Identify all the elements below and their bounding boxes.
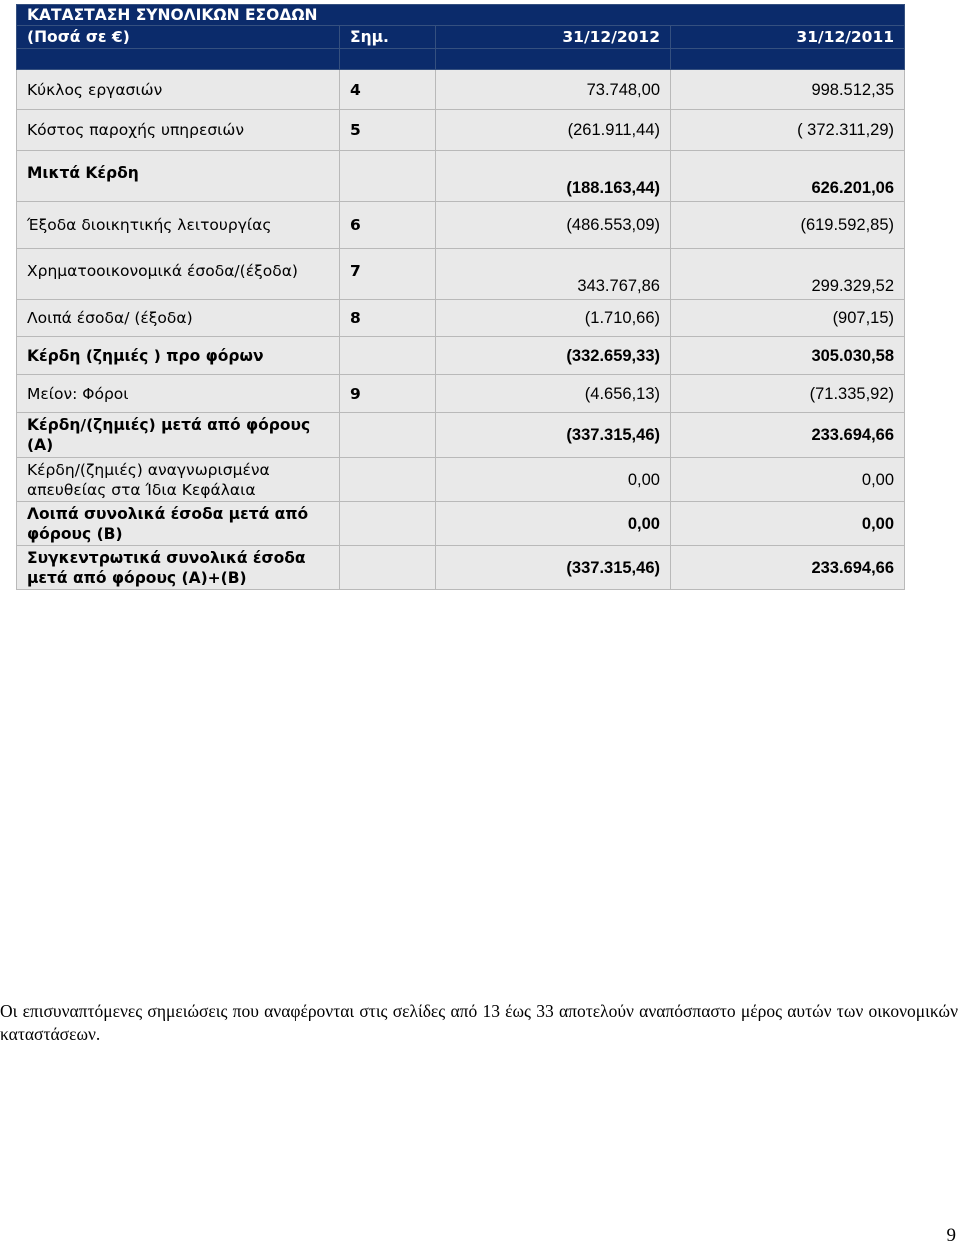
row-note: [340, 151, 436, 202]
table-row: [17, 70, 905, 110]
row-value-2011: 233.694,66: [671, 413, 905, 458]
row-note: 7: [340, 249, 436, 300]
table-row: [17, 249, 905, 300]
table-row: [17, 337, 905, 375]
row-label: Κέρδη/(ζημιές) αναγνωρισμένα απευθείας στα Ίδια Κεφάλαια: [17, 458, 340, 502]
table-row: [17, 151, 905, 202]
row-note: [340, 337, 436, 375]
row-value-2012: (486.553,09): [436, 202, 671, 249]
table-row: [17, 202, 905, 249]
row-value-2012: (188.163,44): [436, 151, 671, 202]
footer-note: Οι επισυναπτόμενες σημειώσεις που αναφέρονται στις σελίδες από 13 έως 33 αποτελούν αναπόσπαστο μέρος αυτών των οικονομικών καταστάσεων.: [0, 1001, 958, 1044]
row-label: Μείον: Φόροι: [17, 375, 340, 413]
header-spacer-cell: [671, 49, 905, 70]
row-label: Λοιπά έσοδα/ (έξοδα): [17, 300, 340, 337]
row-value-2012: 0,00: [436, 458, 671, 502]
header-columns-row: [17, 26, 905, 49]
row-note: 6: [340, 202, 436, 249]
row-value-2011: 626.201,06: [671, 151, 905, 202]
table-row: [17, 110, 905, 151]
row-value-2011: 233.694,66: [671, 546, 905, 590]
row-value-2012: (337.315,46): [436, 413, 671, 458]
header-title-row: [17, 5, 905, 26]
row-label: Έξοδα διοικητικής λειτουργίας: [17, 202, 340, 249]
row-note: [340, 502, 436, 546]
row-label: Μικτά Κέρδη: [17, 151, 340, 202]
row-value-2011: 299.329,52: [671, 249, 905, 300]
row-value-2012: (337.315,46): [436, 546, 671, 590]
row-value-2012: 73.748,00: [436, 70, 671, 110]
income-statement-table: [16, 4, 905, 590]
row-label: Κέρδη/(ζημιές) μετά από φόρους (Α): [17, 413, 340, 458]
table-row: [17, 458, 905, 502]
row-value-2011: 998.512,35: [671, 70, 905, 110]
row-note: 5: [340, 110, 436, 151]
row-value-2012: (4.656,13): [436, 375, 671, 413]
row-note: [340, 413, 436, 458]
amount-unit-label: (Ποσά σε €): [17, 26, 340, 49]
table-row: [17, 546, 905, 590]
row-label: Κύκλος εργασιών: [17, 70, 340, 110]
table-row: [17, 300, 905, 337]
table-row: [17, 502, 905, 546]
row-note: [340, 458, 436, 502]
row-note: [340, 546, 436, 590]
header-spacer-cell: [340, 49, 436, 70]
row-value-2012: 0,00: [436, 502, 671, 546]
page-number: 9: [946, 1225, 956, 1246]
note-column-header: Σημ.: [340, 26, 436, 49]
row-value-2011: 0,00: [671, 502, 905, 546]
row-label: Χρηματοοικονομικά έσοδα/(έξοδα): [17, 249, 340, 300]
statement-title: ΚΑΤΑΣΤΑΣΗ ΣΥΝΟΛΙΚΩΝ ΕΣΟΔΩΝ: [17, 5, 905, 26]
row-label: Συγκεντρωτικά συνολικά έσοδα μετά από φόρους (Α)+(Β): [17, 546, 340, 590]
header-spacer-row: [17, 49, 905, 70]
row-value-2012: (1.710,66): [436, 300, 671, 337]
row-value-2011: (71.335,92): [671, 375, 905, 413]
row-label: Λοιπά συνολικά έσοδα μετά από φόρους (Β): [17, 502, 340, 546]
col-2012-header: 31/12/2012: [436, 26, 671, 49]
row-value-2011: 305.030,58: [671, 337, 905, 375]
row-value-2012: 343.767,86: [436, 249, 671, 300]
row-value-2011: 0,00: [671, 458, 905, 502]
header-spacer-cell: [17, 49, 340, 70]
row-note: 4: [340, 70, 436, 110]
row-value-2011: (619.592,85): [671, 202, 905, 249]
row-value-2011: (907,15): [671, 300, 905, 337]
row-note: 8: [340, 300, 436, 337]
table-row: [17, 375, 905, 413]
row-value-2012: (332.659,33): [436, 337, 671, 375]
table-row: [17, 413, 905, 458]
row-label: Κέρδη (ζημιές ) προ φόρων: [17, 337, 340, 375]
row-note: 9: [340, 375, 436, 413]
row-label: Κόστος παροχής υπηρεσιών: [17, 110, 340, 151]
col-2011-header: 31/12/2011: [671, 26, 905, 49]
row-value-2011: ( 372.311,29): [671, 110, 905, 151]
header-spacer-cell: [436, 49, 671, 70]
row-value-2012: (261.911,44): [436, 110, 671, 151]
